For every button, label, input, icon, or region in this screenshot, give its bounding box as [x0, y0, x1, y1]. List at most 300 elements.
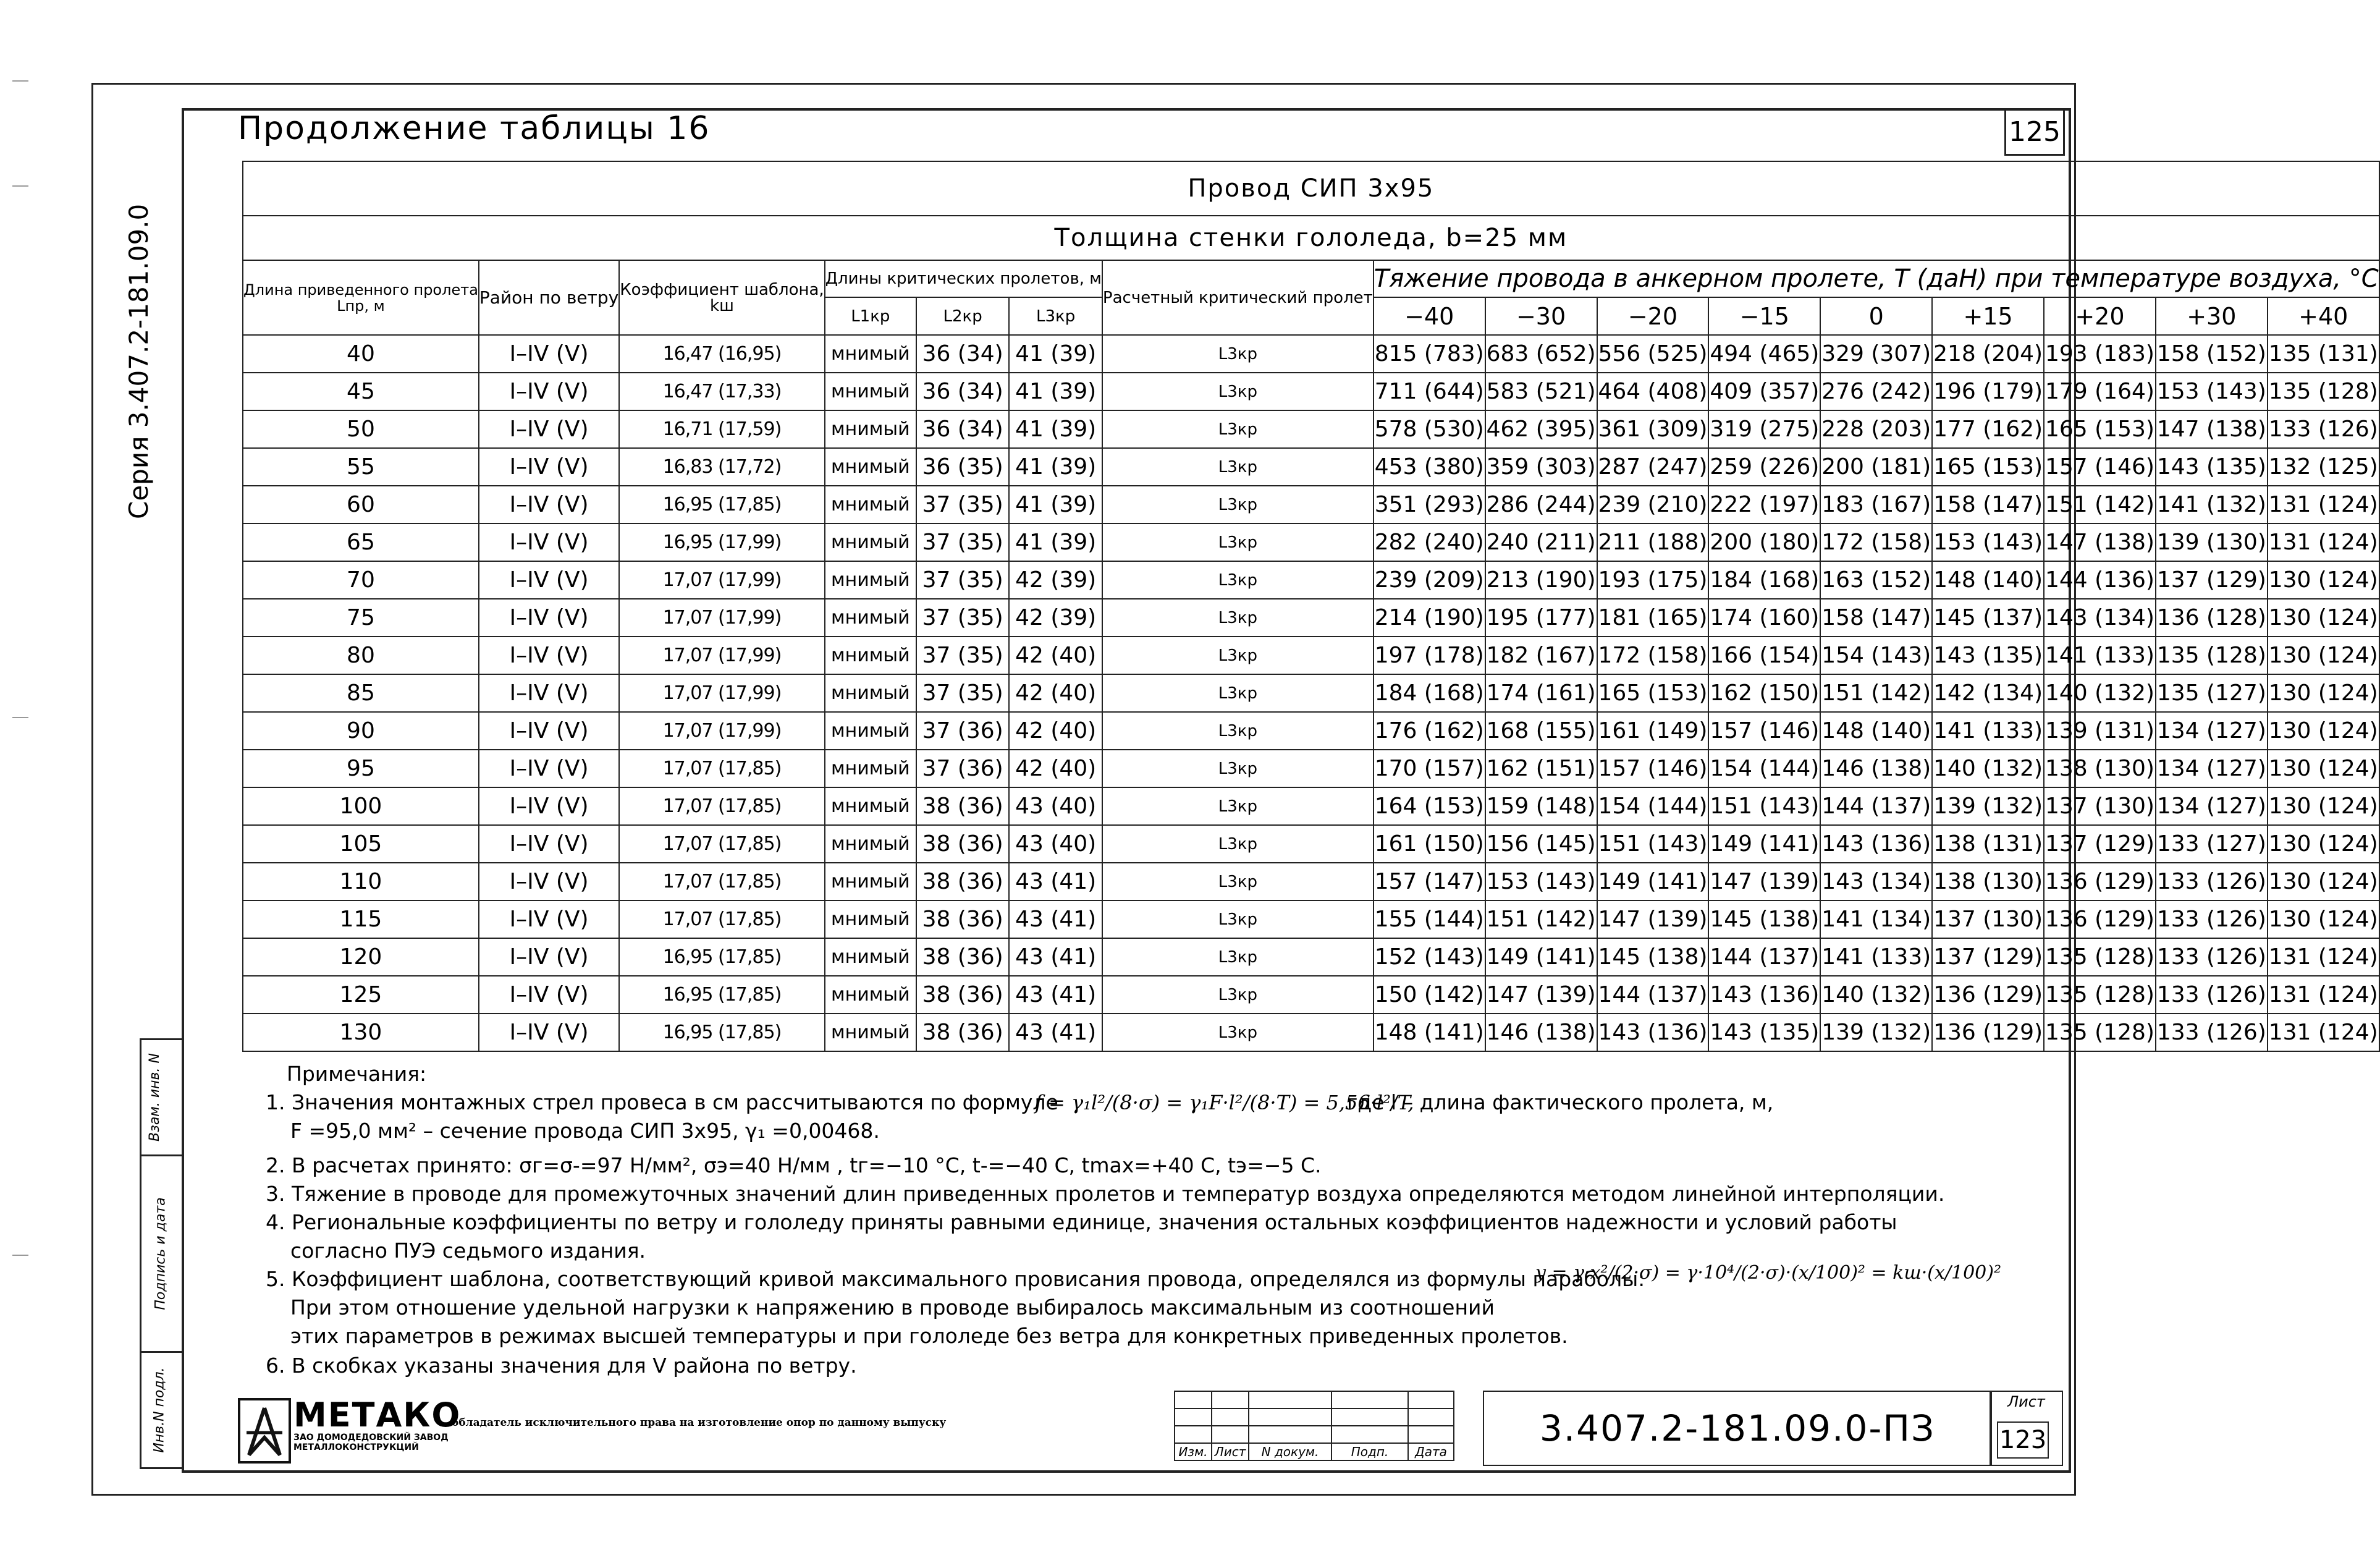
- table-cell: мнимый: [825, 825, 916, 863]
- table-cell: 211 (188): [1597, 523, 1709, 561]
- stamp-col: Дата: [1408, 1443, 1454, 1460]
- table-cell: 16,47 (17,33): [619, 373, 824, 410]
- table-cell: 143 (136): [1597, 1014, 1709, 1051]
- table-cell: L3кр: [1102, 1014, 1374, 1051]
- table-cell: 147 (139): [1597, 900, 1709, 938]
- table-cell: I–IV (V): [479, 750, 619, 787]
- table-cell: 138 (130): [2044, 750, 2156, 787]
- table-cell: L3кр: [1102, 561, 1374, 599]
- table-cell: 133 (127): [2156, 825, 2268, 863]
- table-cell: 218 (204): [1932, 335, 2044, 373]
- table-cell: 38 (36): [916, 900, 1009, 938]
- table-cell: 142 (134): [1932, 674, 2044, 712]
- table-cell: 154 (143): [1820, 637, 1932, 674]
- table-cell: 131 (124): [2268, 486, 2379, 523]
- table-cell: 146 (138): [1820, 750, 1932, 787]
- table-cell: 134 (127): [2156, 712, 2268, 750]
- table-cell: L3кр: [1102, 750, 1374, 787]
- table-cell: 157 (146): [1597, 750, 1709, 787]
- table-cell: 37 (36): [916, 712, 1009, 750]
- table-cell: I–IV (V): [479, 448, 619, 486]
- table-cell: 133 (126): [2156, 1014, 2268, 1051]
- stamp-grid: [1174, 1391, 1454, 1461]
- table-cell: 55: [243, 448, 479, 486]
- ice-header: Толщина стенки гололеда, b=25 мм: [243, 216, 2379, 260]
- table-cell: 42 (40): [1009, 637, 1102, 674]
- side-label: Взам. инв. N: [146, 1053, 162, 1142]
- side-label: Подпись и дата: [153, 1197, 169, 1310]
- table-cell: I–IV (V): [479, 410, 619, 448]
- temp-header: 0: [1820, 297, 1932, 335]
- table-cell: 105: [243, 825, 479, 863]
- temp-header: +20: [2044, 297, 2156, 335]
- table-cell: 157 (147): [1374, 863, 1485, 900]
- table-cell: 578 (530): [1374, 410, 1485, 448]
- sheet-label: Лист: [2007, 1393, 2045, 1410]
- table-row: [243, 938, 2379, 976]
- table-cell: 143 (136): [1708, 976, 1820, 1014]
- table-cell: 131 (124): [2268, 1014, 2379, 1051]
- table-cell: 36 (34): [916, 335, 1009, 373]
- table-cell: 151 (142): [2044, 486, 2156, 523]
- table-cell: 136 (129): [1932, 1014, 2044, 1051]
- table-cell: 213 (190): [1485, 561, 1597, 599]
- table-cell: L3кр: [1102, 373, 1374, 410]
- table-cell: 170 (157): [1374, 750, 1485, 787]
- table-cell: 37 (36): [916, 750, 1009, 787]
- table-cell: 141 (133): [2044, 637, 2156, 674]
- table-cell: 228 (203): [1820, 410, 1932, 448]
- temp-header: +15: [1932, 297, 2044, 335]
- table-cell: 36 (34): [916, 410, 1009, 448]
- table-row: [243, 712, 2379, 750]
- table-cell: 815 (783): [1374, 335, 1485, 373]
- table-cell: 17,07 (17,99): [619, 712, 824, 750]
- table-cell: 200 (181): [1820, 448, 1932, 486]
- table-cell: 149 (141): [1708, 825, 1820, 863]
- table-cell: 85: [243, 674, 479, 712]
- table-cell: 359 (303): [1485, 448, 1597, 486]
- logo-name: МЕТАКО: [293, 1396, 462, 1434]
- table-cell: 157 (146): [1708, 712, 1820, 750]
- table-cell: I–IV (V): [479, 523, 619, 561]
- table-cell: 130 (124): [2268, 863, 2379, 900]
- table-cell: мнимый: [825, 448, 916, 486]
- table-cell: 17,07 (17,99): [619, 599, 824, 637]
- table-cell: 37 (35): [916, 674, 1009, 712]
- notes-heading: Примечания:: [287, 1062, 427, 1086]
- table-cell: 153 (143): [2156, 373, 2268, 410]
- table-cell: 151 (143): [1597, 825, 1709, 863]
- table-cell: L3кр: [1102, 900, 1374, 938]
- table-cell: 17,07 (17,99): [619, 637, 824, 674]
- table-cell: 152 (143): [1374, 938, 1485, 976]
- table-cell: 110: [243, 863, 479, 900]
- table-cell: I–IV (V): [479, 863, 619, 900]
- table-cell: L3кр: [1102, 599, 1374, 637]
- table-cell: 130 (124): [2268, 599, 2379, 637]
- table-cell: 43 (41): [1009, 900, 1102, 938]
- table-cell: 161 (150): [1374, 825, 1485, 863]
- table-cell: 141 (134): [1820, 900, 1932, 938]
- table-cell: 155 (144): [1374, 900, 1485, 938]
- table-cell: 65: [243, 523, 479, 561]
- margin-tick: [12, 185, 28, 187]
- table-cell: мнимый: [825, 900, 916, 938]
- table-cell: мнимый: [825, 712, 916, 750]
- table-cell: 151 (143): [1708, 787, 1820, 825]
- table-cell: 137 (129): [2156, 561, 2268, 599]
- table-row: [243, 674, 2379, 712]
- crit-sub-l2: L2кр: [916, 297, 1009, 335]
- table-cell: 162 (150): [1708, 674, 1820, 712]
- table-cell: 135 (128): [2156, 637, 2268, 674]
- table-cell: 43 (41): [1009, 976, 1102, 1014]
- table-cell: 16,95 (17,85): [619, 976, 824, 1014]
- table-cell: 38 (36): [916, 863, 1009, 900]
- table-cell: 157 (146): [2044, 448, 2156, 486]
- temp-header: −15: [1708, 297, 1820, 335]
- table-cell: 147 (138): [2156, 410, 2268, 448]
- table-cell: 60: [243, 486, 479, 523]
- table-cell: 135 (128): [2044, 938, 2156, 976]
- table-cell: 139 (130): [2156, 523, 2268, 561]
- note-1b: F =95,0 мм² – сечение провода СИП 3х95, γ₁ =0,00468.: [290, 1119, 880, 1143]
- table-cell: L3кр: [1102, 712, 1374, 750]
- table-cell: мнимый: [825, 599, 916, 637]
- table-cell: I–IV (V): [479, 1014, 619, 1051]
- table-row: [243, 523, 2379, 561]
- crit-sub-l1: L1кр: [825, 297, 916, 335]
- table-cell: 131 (124): [2268, 938, 2379, 976]
- note-5b: При этом отношение удельной нагрузки к напряжению в проводе выбиралось максимальным из соотношений: [290, 1295, 1495, 1320]
- table-cell: 132 (125): [2268, 448, 2379, 486]
- table-cell: 287 (247): [1597, 448, 1709, 486]
- table-cell: 133 (126): [2156, 976, 2268, 1014]
- side-block-inventory: [140, 1351, 184, 1469]
- margin-tick: [12, 80, 28, 82]
- table-cell: L3кр: [1102, 787, 1374, 825]
- table-cell: 136 (129): [2044, 900, 2156, 938]
- table-cell: 17,07 (17,85): [619, 750, 824, 787]
- table-row: [243, 599, 2379, 637]
- table-cell: I–IV (V): [479, 373, 619, 410]
- table-cell: I–IV (V): [479, 900, 619, 938]
- table-cell: 130: [243, 1014, 479, 1051]
- table-cell: 143 (136): [1820, 825, 1932, 863]
- table-cell: 351 (293): [1374, 486, 1485, 523]
- table-cell: 125: [243, 976, 479, 1014]
- stamp-col: N докум.: [1249, 1443, 1331, 1460]
- table-cell: L3кр: [1102, 523, 1374, 561]
- sheet-number-top: 125: [2004, 109, 2065, 156]
- col-length-title: Длина приведенного пролета: [243, 281, 478, 299]
- table-cell: мнимый: [825, 976, 916, 1014]
- table-cell: 165 (153): [1932, 448, 2044, 486]
- table-cell: 130 (124): [2268, 674, 2379, 712]
- table-cell: мнимый: [825, 486, 916, 523]
- table-cell: 138 (131): [1932, 825, 2044, 863]
- table-cell: 154 (144): [1708, 750, 1820, 787]
- table-cell: 156 (145): [1485, 825, 1597, 863]
- table-cell: L3кр: [1102, 938, 1374, 976]
- margin-tick: [12, 717, 28, 718]
- table-cell: 17,07 (17,85): [619, 900, 824, 938]
- table-cell: 136 (129): [2044, 863, 2156, 900]
- table-cell: 90: [243, 712, 479, 750]
- table-cell: 174 (161): [1485, 674, 1597, 712]
- table-cell: 184 (168): [1708, 561, 1820, 599]
- table-cell: L3кр: [1102, 410, 1374, 448]
- table-cell: 147 (139): [1708, 863, 1820, 900]
- table-cell: L3кр: [1102, 976, 1374, 1014]
- table-cell: 41 (39): [1009, 373, 1102, 410]
- note-4b: согласно ПУЭ седьмого издания.: [290, 1239, 646, 1263]
- table-cell: 37 (35): [916, 523, 1009, 561]
- note-6: 6. В скобках указаны значения для V района по ветру.: [266, 1353, 857, 1378]
- table-cell: 196 (179): [1932, 373, 2044, 410]
- table-cell: 214 (190): [1374, 599, 1485, 637]
- table-cell: 276 (242): [1820, 373, 1932, 410]
- table-cell: I–IV (V): [479, 938, 619, 976]
- table-cell: 43 (41): [1009, 1014, 1102, 1051]
- table-cell: I–IV (V): [479, 712, 619, 750]
- table-cell: 139 (132): [1820, 1014, 1932, 1051]
- table-cell: 143 (135): [2156, 448, 2268, 486]
- table-cell: 130 (124): [2268, 637, 2379, 674]
- table-cell: 141 (132): [2156, 486, 2268, 523]
- table-cell: 120: [243, 938, 479, 976]
- table-cell: 137 (130): [1932, 900, 2044, 938]
- table-cell: 43 (40): [1009, 825, 1102, 863]
- table-cell: 135 (128): [2268, 373, 2379, 410]
- table-cell: мнимый: [825, 863, 916, 900]
- document-code: 3.407.2-181.09.0-ПЗ: [1483, 1391, 1992, 1466]
- table-cell: 193 (175): [1597, 561, 1709, 599]
- col-k-header: [619, 260, 824, 335]
- table-cell: 148 (140): [1932, 561, 2044, 599]
- table-row: [243, 976, 2379, 1014]
- col-length-header: [243, 260, 479, 335]
- table-row: [243, 787, 2379, 825]
- table-cell: 146 (138): [1485, 1014, 1597, 1051]
- table-cell: 134 (127): [2156, 787, 2268, 825]
- table-cell: 133 (126): [2156, 900, 2268, 938]
- table-cell: 153 (143): [1485, 863, 1597, 900]
- table-cell: 38 (36): [916, 1014, 1009, 1051]
- table-cell: L3кр: [1102, 637, 1374, 674]
- logo-owner-text: - обладатель исключительного права на изготовление опор по данному выпуску: [444, 1417, 947, 1429]
- stamp-col: Лист: [1212, 1443, 1249, 1460]
- note-4a: 4. Региональные коэффициенты по ветру и гололеду приняты равными единице, значения остальных коэффициентов надежности и условий работы: [266, 1210, 1897, 1234]
- table-cell: 361 (309): [1597, 410, 1709, 448]
- metako-logo: [238, 1396, 462, 1460]
- table-cell: 42 (40): [1009, 712, 1102, 750]
- table-cell: 133 (126): [2156, 863, 2268, 900]
- table-cell: 131 (124): [2268, 523, 2379, 561]
- table-cell: мнимый: [825, 1014, 916, 1051]
- table-cell: 161 (149): [1597, 712, 1709, 750]
- table-row: [243, 486, 2379, 523]
- table-cell: 329 (307): [1820, 335, 1932, 373]
- table-cell: 141 (133): [1932, 712, 2044, 750]
- temp-header: +40: [2268, 297, 2379, 335]
- table-cell: 37 (35): [916, 599, 1009, 637]
- table-cell: 143 (135): [1932, 637, 2044, 674]
- table-cell: 38 (36): [916, 938, 1009, 976]
- table-cell: мнимый: [825, 787, 916, 825]
- table-cell: I–IV (V): [479, 599, 619, 637]
- table-cell: 164 (153): [1374, 787, 1485, 825]
- table-cell: 41 (39): [1009, 448, 1102, 486]
- table-cell: 42 (40): [1009, 750, 1102, 787]
- side-label: Инв.N подл.: [151, 1367, 167, 1453]
- table-row: [243, 410, 2379, 448]
- table-cell: 197 (178): [1374, 637, 1485, 674]
- table-cell: 165 (153): [2044, 410, 2156, 448]
- table-cell: 166 (154): [1708, 637, 1820, 674]
- table-cell: 179 (164): [2044, 373, 2156, 410]
- table-cell: 130 (124): [2268, 561, 2379, 599]
- table-cell: 239 (209): [1374, 561, 1485, 599]
- table-cell: 17,07 (17,99): [619, 674, 824, 712]
- table-cell: 464 (408): [1597, 373, 1709, 410]
- table-cell: L3кр: [1102, 335, 1374, 373]
- table-cell: 38 (36): [916, 787, 1009, 825]
- table-cell: 184 (168): [1374, 674, 1485, 712]
- table-cell: 145 (137): [1932, 599, 2044, 637]
- table-cell: 144 (137): [1820, 787, 1932, 825]
- table-cell: 37 (35): [916, 637, 1009, 674]
- table-cell: 136 (129): [1932, 976, 2044, 1014]
- table-cell: 154 (144): [1597, 787, 1709, 825]
- table-cell: 41 (39): [1009, 410, 1102, 448]
- col-k-symbol: kш: [710, 296, 734, 315]
- table-cell: 222 (197): [1708, 486, 1820, 523]
- table-cell: 133 (126): [2268, 410, 2379, 448]
- logo-subtitle: [293, 1433, 449, 1452]
- table-cell: 75: [243, 599, 479, 637]
- side-block-signature: [140, 1154, 184, 1353]
- table-cell: 37 (35): [916, 561, 1009, 599]
- col-k-title: Коэффициент шаблона,: [620, 280, 824, 299]
- table-cell: 453 (380): [1374, 448, 1485, 486]
- table-cell: 140 (132): [1820, 976, 1932, 1014]
- table-cell: L3кр: [1102, 825, 1374, 863]
- table-cell: I–IV (V): [479, 335, 619, 373]
- table-cell: 200 (180): [1708, 523, 1820, 561]
- table-cell: 139 (131): [2044, 712, 2156, 750]
- table-cell: 151 (142): [1485, 900, 1597, 938]
- table-cell: 149 (141): [1597, 863, 1709, 900]
- tension-table: [242, 161, 2380, 1052]
- table-cell: 135 (131): [2268, 335, 2379, 373]
- table-row: [243, 900, 2379, 938]
- table-cell: 42 (40): [1009, 674, 1102, 712]
- table-cell: 181 (165): [1597, 599, 1709, 637]
- table-cell: мнимый: [825, 674, 916, 712]
- table-cell: 50: [243, 410, 479, 448]
- table-row: [243, 863, 2379, 900]
- table-cell: 135 (128): [2044, 1014, 2156, 1051]
- table-cell: 149 (141): [1485, 938, 1597, 976]
- table-cell: 583 (521): [1485, 373, 1597, 410]
- table-cell: 17,07 (17,85): [619, 787, 824, 825]
- table-cell: мнимый: [825, 373, 916, 410]
- table-cell: 145 (138): [1597, 938, 1709, 976]
- table-cell: 139 (132): [1932, 787, 2044, 825]
- table-cell: 148 (140): [1820, 712, 1932, 750]
- table-cell: I–IV (V): [479, 637, 619, 674]
- table-cell: 282 (240): [1374, 523, 1485, 561]
- table-cell: I–IV (V): [479, 787, 619, 825]
- table-cell: 683 (652): [1485, 335, 1597, 373]
- table-cell: 143 (135): [1708, 1014, 1820, 1051]
- table-cell: 286 (244): [1485, 486, 1597, 523]
- table-cell: 16,83 (17,72): [619, 448, 824, 486]
- table-cell: 41 (39): [1009, 486, 1102, 523]
- note-5a: 5. Коэффициент шаблона, соответствующий кривой максимального провисания провода, определялся из формулы параболы:: [266, 1267, 1645, 1291]
- table-cell: 42 (39): [1009, 599, 1102, 637]
- table-cell: мнимый: [825, 561, 916, 599]
- table-cell: 145 (138): [1708, 900, 1820, 938]
- table-cell: 150 (142): [1374, 976, 1485, 1014]
- temp-header: −30: [1485, 297, 1597, 335]
- table-cell: 41 (39): [1009, 523, 1102, 561]
- table-cell: 158 (147): [1820, 599, 1932, 637]
- stamp-sheet: [1990, 1391, 2063, 1466]
- table-cell: 239 (210): [1597, 486, 1709, 523]
- logo-sub-line1: ЗАО ДОМОДЕДОВСКИЙ ЗАВОД: [293, 1433, 449, 1442]
- table-cell: 159 (148): [1485, 787, 1597, 825]
- table-cell: 556 (525): [1597, 335, 1709, 373]
- logo-emblem: [238, 1398, 291, 1464]
- table-row: [243, 561, 2379, 599]
- table-row: [243, 825, 2379, 863]
- stamp-col: Изм.: [1175, 1443, 1212, 1460]
- table-cell: мнимый: [825, 523, 916, 561]
- logo-sub-line2: МЕТАЛЛОКОНСТРУКЦИЙ: [293, 1442, 419, 1452]
- table-cell: мнимый: [825, 335, 916, 373]
- table-cell: 16,95 (17,85): [619, 486, 824, 523]
- table-cell: 130 (124): [2268, 750, 2379, 787]
- table-cell: 409 (357): [1708, 373, 1820, 410]
- table-cell: 43 (40): [1009, 787, 1102, 825]
- table-cell: 163 (152): [1820, 561, 1932, 599]
- table-cell: 174 (160): [1708, 599, 1820, 637]
- table-row: [243, 1014, 2379, 1051]
- table-cell: 133 (126): [2156, 938, 2268, 976]
- table-cell: 182 (167): [1485, 637, 1597, 674]
- table-cell: 130 (124): [2268, 712, 2379, 750]
- table-cell: 143 (134): [1820, 863, 1932, 900]
- table-cell: 45: [243, 373, 479, 410]
- table-cell: 153 (143): [1932, 523, 2044, 561]
- table-cell: 165 (153): [1597, 674, 1709, 712]
- table-row: [243, 335, 2379, 373]
- table-cell: 172 (158): [1820, 523, 1932, 561]
- table-cell: 43 (41): [1009, 863, 1102, 900]
- table-cell: 80: [243, 637, 479, 674]
- table-cell: 36 (35): [916, 448, 1009, 486]
- table-cell: 115: [243, 900, 479, 938]
- table-cell: 144 (137): [1708, 938, 1820, 976]
- table-cell: 137 (129): [1932, 938, 2044, 976]
- temp-header: −20: [1597, 297, 1709, 335]
- col-tension-header: Тяжение провода в анкерном пролете, Т (даН) при температуре воздуха, °С: [1374, 260, 2379, 297]
- stamp-col: Подп.: [1331, 1443, 1408, 1460]
- table-body: [243, 335, 2379, 1051]
